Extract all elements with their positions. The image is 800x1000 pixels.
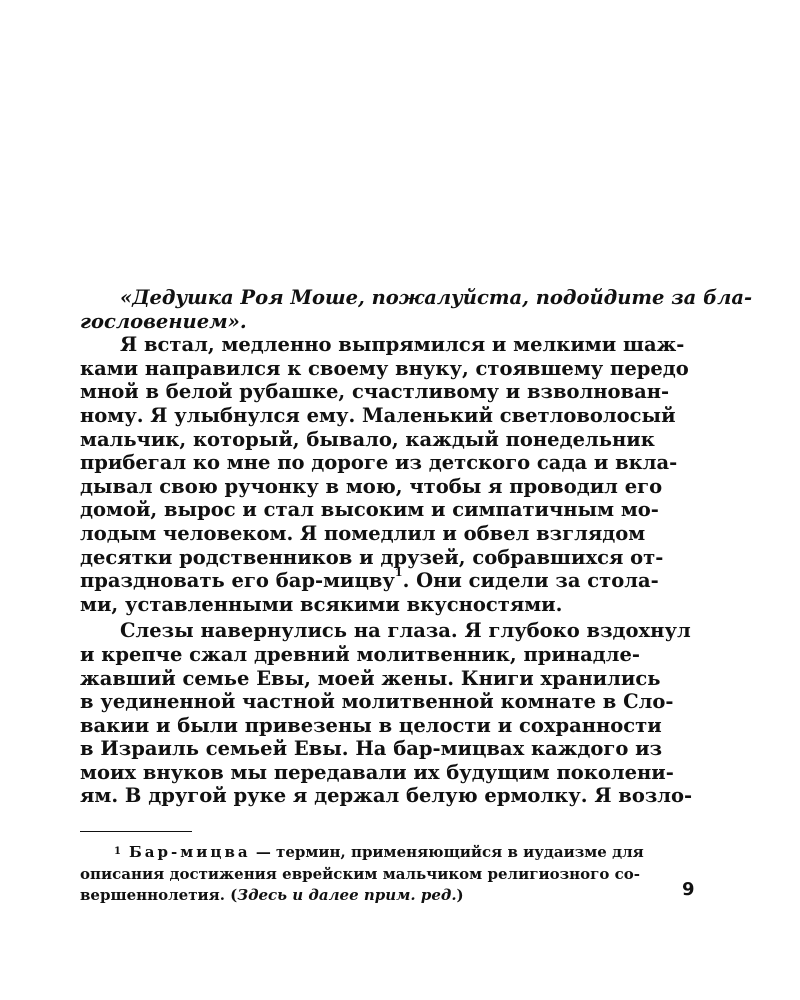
text-line: вакии и были привезены в целости и сохранности [80, 713, 662, 737]
text-line: десятки родственников и друзей, собравшихся от- [80, 545, 664, 569]
text-line: в уединенной частной молитвенной комнате в Сло- [80, 690, 674, 714]
text-fragment: ) [456, 886, 464, 904]
page-number: 9 [682, 879, 695, 900]
text-line: моих внуков мы передавали их будущим поколени- [80, 760, 674, 784]
text-line: «Дедушка Роя Моше, пожалуйста, подойдите за бла- [120, 286, 753, 309]
footnote-number: 1 [114, 846, 121, 857]
text-line-with-footnote-ref [80, 566, 659, 593]
text-line: мальчик, который, бывало, каждый понедельник [80, 427, 655, 451]
text-line: ям. В другой руке я держал белую ермолку. Я возло- [80, 784, 693, 808]
text-fragment: праздновать его бар-мицву [80, 569, 395, 593]
text-line: ками направился к своему внуку, стоявшему передо [80, 356, 689, 380]
text-line: прибегал ко мне по дороге из детского сада и вкла- [80, 451, 678, 475]
text-line: ми, уставленными всякими вкусностями. [80, 592, 563, 616]
text-line: домой, вырос и стал высоким и симпатичным мо- [80, 498, 659, 522]
text-line: в Израиль семьей Евы. На бар-мицвах каждого из [80, 737, 663, 761]
text-line: лодым человеком. Я помедлил и обвел взглядом [80, 521, 646, 545]
text-line: Я встал, медленно выпрямился и мелкими шаж- [120, 333, 685, 357]
text-fragment: — термин, применяющийся в иудаизме для [250, 843, 644, 861]
footnote-line: описания достижения еврейским мальчиком религиозного со- [80, 864, 640, 883]
text-line: Слезы навернулись на глаза. Я глубоко вздохнул [120, 619, 691, 643]
text-line: мной в белой рубашке, счастливому и взволнован- [80, 380, 670, 404]
footnote-line [80, 842, 644, 864]
text-line: ному. Я улыбнулся ему. Маленький светловолосый [80, 403, 676, 427]
text-fragment: вершеннолетия. ( [80, 886, 238, 904]
text-fragment: . Они сидели за стола- [402, 569, 659, 593]
footnote [80, 842, 644, 907]
text-line: гословением». [80, 309, 247, 333]
text-line: жавший семье Евы, моей жены. Книги хранились [80, 666, 661, 690]
footnote-reference[interactable]: 1 [394, 566, 403, 580]
text-line: дывал свою ручонку в мою, чтобы я проводил его [80, 474, 663, 498]
main-text [80, 286, 753, 808]
editor-note: Здесь и далее прим. ред. [237, 886, 457, 904]
text-line: и крепче сжал древний молитвенник, принадле- [80, 642, 640, 666]
footnote-line [80, 885, 640, 907]
footnote-term: Бар-мицва [128, 843, 251, 861]
footnote-divider [80, 831, 192, 832]
